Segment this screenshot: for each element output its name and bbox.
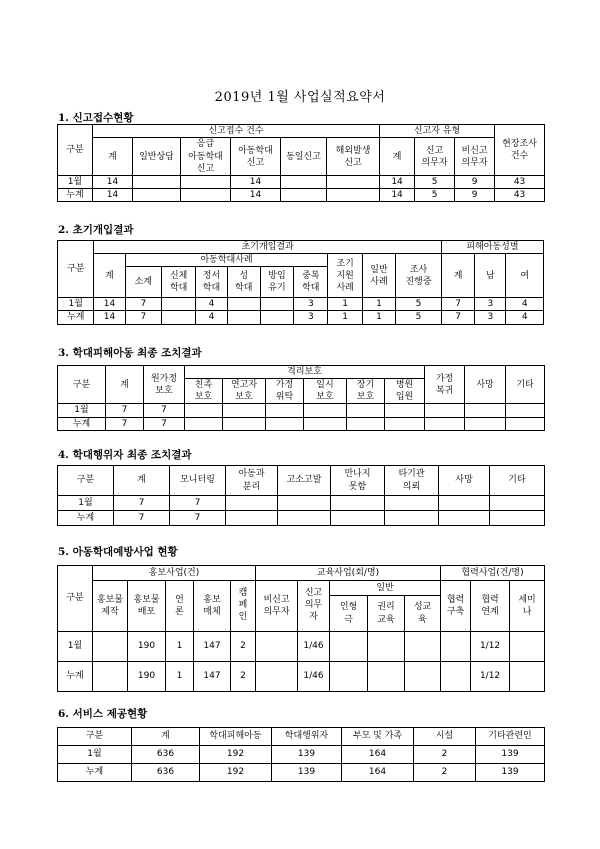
group-header-initial-intervention: 초기개입결과 bbox=[94, 241, 442, 254]
cell bbox=[506, 417, 545, 430]
cell: 1 bbox=[328, 298, 362, 311]
cell bbox=[425, 417, 465, 430]
cell: 192 bbox=[200, 746, 272, 764]
table-row bbox=[58, 311, 544, 324]
initial-intervention-table bbox=[57, 240, 544, 325]
col-header-death: 사망 bbox=[465, 366, 506, 404]
cell: 139 bbox=[476, 746, 545, 764]
row-label: 1월 bbox=[58, 632, 93, 662]
cell bbox=[256, 662, 298, 692]
col-header-multiple-abuse: 중복 학대 bbox=[294, 267, 328, 298]
col-header-other: 기타 bbox=[490, 466, 545, 496]
group-header-cooperation-program: 협력사업(건/명) bbox=[441, 566, 545, 581]
col-header-non-mandatory-reporter: 비신고 의무자 bbox=[256, 581, 298, 632]
col-header-long-term-protection: 장기 보호 bbox=[347, 379, 385, 404]
section1-heading: 1. 신고접수현황 bbox=[58, 112, 134, 124]
cell: 7 bbox=[125, 311, 161, 324]
cell: 3 bbox=[294, 311, 328, 324]
row-label: 누계 bbox=[58, 311, 94, 324]
cell: 636 bbox=[132, 746, 200, 764]
cell: 2 bbox=[414, 764, 476, 782]
cell: 7 bbox=[114, 496, 170, 511]
cell: 190 bbox=[128, 632, 166, 662]
row-label: 누계 bbox=[58, 764, 132, 782]
document-title: 2019년 1월 사업실적요약서 bbox=[214, 90, 386, 105]
row-label: 1월 bbox=[58, 496, 114, 511]
cell: 7 bbox=[106, 417, 144, 430]
col-header-referral: 타기관 의뢰 bbox=[385, 466, 439, 496]
group-header-general-education: 일반 bbox=[330, 581, 441, 596]
col-header-gender-total: 계 bbox=[441, 254, 474, 298]
col-header-complaint: 고소고발 bbox=[278, 466, 331, 496]
col-header-coop-building: 협력 구축 bbox=[441, 581, 471, 632]
cell bbox=[162, 298, 196, 311]
col-header-early-support: 조기 지원 사례 bbox=[328, 254, 362, 298]
cell bbox=[266, 404, 304, 417]
cell: 636 bbox=[132, 764, 200, 782]
col-header-mandatory-reporter: 신고 의무 자 bbox=[298, 581, 330, 632]
col-header-coop-linkage: 협력 연계 bbox=[471, 581, 510, 632]
cell: 7 bbox=[441, 298, 474, 311]
col-header-reporter-total: 계 bbox=[380, 138, 415, 176]
col-header-parents-family: 부모 및 가족 bbox=[342, 728, 414, 746]
col-header-non-mandatory-reporter: 비신고 의무자 bbox=[455, 138, 495, 176]
cell bbox=[278, 496, 331, 511]
cell: 14 bbox=[93, 176, 133, 189]
cell: 43 bbox=[495, 176, 545, 189]
cell: 2 bbox=[231, 662, 256, 692]
cell: 7 bbox=[114, 511, 170, 526]
group-header-abuse-cases: 아동학대사례 bbox=[125, 254, 328, 267]
cell: 3 bbox=[294, 298, 328, 311]
cell bbox=[510, 632, 545, 662]
row-label: 1월 bbox=[58, 404, 106, 417]
cell bbox=[281, 189, 327, 202]
cell: 7 bbox=[170, 496, 226, 511]
cell bbox=[181, 189, 231, 202]
cell: 4 bbox=[506, 311, 544, 324]
cell bbox=[226, 511, 278, 526]
cell: 7 bbox=[125, 298, 161, 311]
cell: 1/46 bbox=[298, 662, 330, 692]
cell bbox=[490, 511, 545, 526]
cell: 14 bbox=[93, 189, 133, 202]
cell: 1 bbox=[328, 311, 362, 324]
col-header-monitoring: 모니터링 bbox=[170, 466, 226, 496]
cell bbox=[281, 176, 327, 189]
col-header-foster-care: 가정 위탁 bbox=[266, 379, 304, 404]
cell: 9 bbox=[455, 176, 495, 189]
col-header-relative-protection: 연고자 보호 bbox=[223, 379, 266, 404]
cell bbox=[133, 189, 181, 202]
cell: 1 bbox=[166, 632, 194, 662]
table-row bbox=[58, 632, 545, 662]
cell bbox=[304, 404, 347, 417]
col-header-total: 계 bbox=[93, 138, 133, 176]
col-header-sex-education: 성교 육 bbox=[405, 596, 441, 632]
col-header-kin-protection: 친족 보호 bbox=[185, 379, 223, 404]
table-row bbox=[58, 662, 545, 692]
group-header-reporter-type: 신고자 유형 bbox=[380, 125, 495, 138]
cell bbox=[331, 496, 385, 511]
section2-heading: 2. 초기개입결과 bbox=[58, 224, 134, 236]
col-header-general-case: 일반 사례 bbox=[362, 254, 395, 298]
cell: 1 bbox=[362, 311, 395, 324]
cell bbox=[385, 496, 439, 511]
row-label: 누계 bbox=[58, 417, 106, 430]
col-header-female: 여 bbox=[506, 254, 544, 298]
cell bbox=[304, 417, 347, 430]
group-header-report-count: 신고접수 건수 bbox=[93, 125, 380, 138]
cell: 2 bbox=[231, 632, 256, 662]
cell bbox=[490, 496, 545, 511]
cell: 1/46 bbox=[298, 632, 330, 662]
table-row bbox=[58, 417, 545, 430]
col-header-not-met: 만나지 못함 bbox=[331, 466, 385, 496]
col-header-total: 계 bbox=[114, 466, 170, 496]
cell bbox=[439, 511, 490, 526]
cell: 7 bbox=[106, 404, 144, 417]
col-header-general-counsel: 일반상담 bbox=[133, 138, 181, 176]
cell bbox=[185, 417, 223, 430]
col-header-perpetrator: 학대행위자 bbox=[272, 728, 342, 746]
cell: 5 bbox=[415, 189, 455, 202]
perpetrator-final-measures-table bbox=[57, 465, 545, 526]
col-header-campaign: 캠 페 인 bbox=[231, 581, 256, 632]
col-header-separation: 아동과 분리 bbox=[226, 466, 278, 496]
col-header-total: 계 bbox=[94, 254, 125, 298]
cell: 147 bbox=[194, 662, 231, 692]
row-label: 누계 bbox=[58, 511, 114, 526]
row-label: 1월 bbox=[58, 298, 94, 311]
cell: 139 bbox=[476, 764, 545, 782]
row-label: 1월 bbox=[58, 746, 132, 764]
cell bbox=[506, 404, 545, 417]
col-header-pr-production: 홍보물 제작 bbox=[93, 581, 128, 632]
table-row bbox=[58, 189, 545, 202]
cell: 14 bbox=[94, 311, 125, 324]
cell bbox=[223, 404, 266, 417]
cell bbox=[425, 404, 465, 417]
cell bbox=[256, 632, 298, 662]
cell: 139 bbox=[272, 746, 342, 764]
cell bbox=[227, 311, 260, 324]
cell bbox=[133, 176, 181, 189]
cell bbox=[465, 404, 506, 417]
col-header-duplicate-report: 동일신고 bbox=[281, 138, 327, 176]
group-header-pr-program: 홍보사업(건) bbox=[93, 566, 256, 581]
cell: 164 bbox=[342, 764, 414, 782]
cell: 14 bbox=[231, 176, 281, 189]
col-header-hospitalization: 병원 입원 bbox=[385, 379, 425, 404]
col-header-abused-child: 학대피해아동 bbox=[200, 728, 272, 746]
col-header-total: 계 bbox=[106, 366, 144, 404]
cell bbox=[441, 632, 471, 662]
table-row bbox=[58, 764, 545, 782]
cell bbox=[347, 404, 385, 417]
cell: 2 bbox=[414, 746, 476, 764]
col-header-gubun: 구분 bbox=[58, 728, 132, 746]
cell bbox=[510, 662, 545, 692]
cell: 7 bbox=[441, 311, 474, 324]
col-header-site-investigation: 현장조사 건수 bbox=[495, 125, 545, 176]
cell bbox=[441, 662, 471, 692]
section5-heading: 5. 아동학대예방사업 현황 bbox=[58, 546, 178, 558]
cell: 3 bbox=[475, 298, 506, 311]
col-header-emotional-abuse: 정서 학대 bbox=[196, 267, 227, 298]
cell bbox=[93, 662, 128, 692]
cell: 9 bbox=[455, 189, 495, 202]
table-row bbox=[58, 496, 545, 511]
cell bbox=[347, 417, 385, 430]
prevention-program-table bbox=[57, 565, 545, 692]
table-row bbox=[58, 404, 545, 417]
group-header-education-program: 교육사업(회/명) bbox=[256, 566, 441, 581]
cell bbox=[385, 511, 439, 526]
cell: 14 bbox=[231, 189, 281, 202]
cell: 5 bbox=[396, 298, 442, 311]
cell: 43 bbox=[495, 189, 545, 202]
cell bbox=[227, 298, 260, 311]
group-header-isolation: 격리보호 bbox=[185, 366, 425, 379]
cell bbox=[266, 417, 304, 430]
cell bbox=[260, 311, 293, 324]
col-header-pr-media: 홍보 매체 bbox=[194, 581, 231, 632]
cell: 14 bbox=[94, 298, 125, 311]
col-header-physical-abuse: 신체 학대 bbox=[162, 267, 196, 298]
cell bbox=[181, 176, 231, 189]
col-header-gubun: 구분 bbox=[58, 241, 94, 298]
table-row bbox=[58, 298, 544, 311]
cell bbox=[465, 417, 506, 430]
cell: 7 bbox=[144, 417, 185, 430]
cell bbox=[260, 298, 293, 311]
col-header-gubun: 구분 bbox=[58, 125, 93, 176]
cell: 1 bbox=[362, 298, 395, 311]
cell bbox=[385, 404, 425, 417]
cell: 1/12 bbox=[471, 632, 510, 662]
cell: 1/12 bbox=[471, 662, 510, 692]
cell bbox=[405, 662, 441, 692]
col-header-total: 계 bbox=[132, 728, 200, 746]
cell bbox=[162, 311, 196, 324]
cell bbox=[405, 632, 441, 662]
cell: 7 bbox=[170, 511, 226, 526]
cell bbox=[223, 417, 266, 430]
cell: 7 bbox=[144, 404, 185, 417]
row-label: 누계 bbox=[58, 662, 93, 692]
cell: 139 bbox=[272, 764, 342, 782]
service-provision-table bbox=[57, 727, 545, 782]
cell: 1 bbox=[166, 662, 194, 692]
col-header-abuse-report: 아동학대 신고 bbox=[231, 138, 281, 176]
col-header-facility: 시설 bbox=[414, 728, 476, 746]
col-header-gubun: 구분 bbox=[58, 466, 114, 496]
col-header-sexual-abuse: 성 학대 bbox=[227, 267, 260, 298]
col-header-male: 남 bbox=[475, 254, 506, 298]
cell: 147 bbox=[194, 632, 231, 662]
section4-heading: 4. 학대행위자 최종 조치결과 bbox=[58, 449, 192, 461]
col-header-home-protection: 원가정 보호 bbox=[144, 366, 185, 404]
col-header-emergency-report: 응급 아동학대 신고 bbox=[181, 138, 231, 176]
cell bbox=[330, 632, 368, 662]
cell: 4 bbox=[196, 298, 227, 311]
table-row bbox=[58, 746, 545, 764]
col-header-other: 기타 bbox=[506, 366, 545, 404]
cell: 5 bbox=[396, 311, 442, 324]
cell bbox=[331, 511, 385, 526]
col-header-other-related: 기타관련인 bbox=[476, 728, 545, 746]
table-row bbox=[58, 176, 545, 189]
cell bbox=[226, 496, 278, 511]
cell bbox=[278, 511, 331, 526]
cell bbox=[327, 176, 380, 189]
cell bbox=[439, 496, 490, 511]
group-header-victim-gender: 피해아동성별 bbox=[441, 241, 543, 254]
cell: 190 bbox=[128, 662, 166, 692]
col-header-mandatory-reporter: 신고 의무자 bbox=[415, 138, 455, 176]
row-label: 누계 bbox=[58, 189, 93, 202]
col-header-puppet-show: 인형 극 bbox=[330, 596, 368, 632]
cell: 3 bbox=[475, 311, 506, 324]
cell: 164 bbox=[342, 746, 414, 764]
cell bbox=[327, 189, 380, 202]
col-header-investigating: 조사 진행중 bbox=[396, 254, 442, 298]
row-label: 1월 bbox=[58, 176, 93, 189]
cell: 4 bbox=[506, 298, 544, 311]
col-header-pr-distribution: 홍보물 배포 bbox=[128, 581, 166, 632]
col-header-gubun: 구분 bbox=[58, 366, 106, 404]
col-header-return-home: 가정 복귀 bbox=[425, 366, 465, 404]
section6-heading: 6. 서비스 제공현황 bbox=[58, 708, 148, 720]
cell: 14 bbox=[380, 189, 415, 202]
col-header-rights-education: 권리 교육 bbox=[368, 596, 405, 632]
report-intake-table bbox=[57, 124, 545, 202]
col-header-press: 언 론 bbox=[166, 581, 194, 632]
cell bbox=[368, 662, 405, 692]
col-header-neglect: 방임 유기 bbox=[260, 267, 293, 298]
cell: 14 bbox=[380, 176, 415, 189]
cell: 5 bbox=[415, 176, 455, 189]
col-header-seminar: 세미 나 bbox=[510, 581, 545, 632]
victim-final-measures-table bbox=[57, 365, 545, 431]
col-header-temporary-protection: 일시 보호 bbox=[304, 379, 347, 404]
col-header-subtotal: 소계 bbox=[125, 267, 161, 298]
table-row bbox=[58, 511, 545, 526]
cell: 4 bbox=[196, 311, 227, 324]
cell bbox=[368, 632, 405, 662]
cell bbox=[93, 632, 128, 662]
cell bbox=[385, 417, 425, 430]
col-header-death: 사망 bbox=[439, 466, 490, 496]
col-header-overseas-report: 해외발생 신고 bbox=[327, 138, 380, 176]
cell bbox=[185, 404, 223, 417]
col-header-gubun: 구분 bbox=[58, 566, 93, 632]
cell: 192 bbox=[200, 764, 272, 782]
section3-heading: 3. 학대피해아동 최종 조치결과 bbox=[58, 347, 202, 359]
cell bbox=[330, 662, 368, 692]
